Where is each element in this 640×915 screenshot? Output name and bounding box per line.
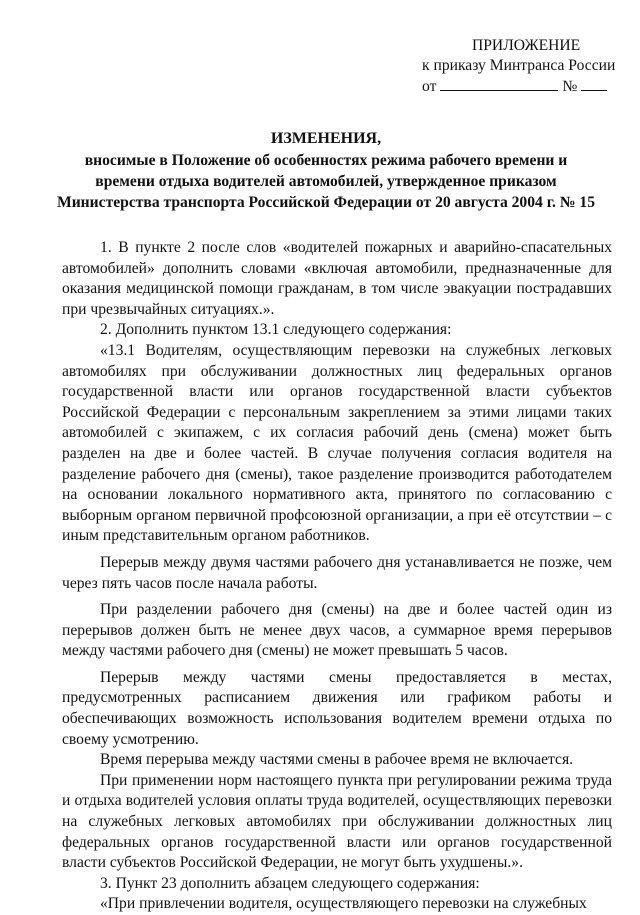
appendix-reference: к приказу Минтранса России xyxy=(422,57,616,74)
paragraph-9: 3. Пункт 23 дополнить абзацем следующего содержания: xyxy=(100,874,480,892)
document-heading xyxy=(56,128,596,213)
paragraph-7: Время перерыва между частями смены в рабочее время не включается. xyxy=(100,751,574,769)
paragraph-8: При применении норм настоящего пункта при регулировании режима труда и отдыха водителей условия оплаты труда водителей, осуществляющих перевозки на служебных легковых автомобилях при обслуживании должностных лиц федеральных органов государственной власти или органов государственной власти субъектов Российской Федерации, не могут быть ухудшены.». xyxy=(62,771,612,872)
paragraph-3: «13.1 Водителям, осуществляющим перевозки на служебных легковых автомобилях при обслуживании должностных лиц федеральных органов государственной власти или органов государственной власти субъектов Российской Федерации с персональным закреплением за этими лицами таких автомобилей с экипажем, с их согласия рабочий день (смена) может быть разделен на две и более частей. В случае получения согласия водителя на разделение рабочего дня (смены), такое разделение производится работодателем на основании локального нормативного акта, принятого по согласованию с выборным органом первичной профсоюзной организации, а при её отсутствии – с иным представительным органом работников. xyxy=(62,341,612,545)
heading-title: ИЗМЕНЕНИЯ, xyxy=(270,130,382,147)
heading-subtitle: вносимые в Положение об особенностях режима рабочего времени и времени отдыха водителей автомобилей, утвержденное приказом Министерства транспорта Российской Федерации от 20 августа 2004 г. № 15 xyxy=(56,152,596,211)
appendix-block xyxy=(412,36,622,97)
appendix-date-line xyxy=(412,76,622,97)
number-label: № xyxy=(562,78,578,95)
paragraph-1: 1. В пункте 2 после слов «водителей пожарных и аварийно-спасательных автомобилей» дополнить словами «включая автомобили, предназначенные для оказания медицинской помощи гражданам, в том числе эвакуации пострадавших при чрезвычайных ситуациях.». xyxy=(62,239,612,318)
paragraph-5: При разделении рабочего дня (смены) на две и более частей один из перерывов должен быть не менее двух часов, а суммарное время перерывов между частями рабочего дня (смены) не может превышать 5 часов. xyxy=(62,601,612,660)
date-blank xyxy=(440,76,558,91)
paragraph-6: Перерыв между частями смены предоставляется в местах, предусмотренных расписанием движения или графиком работы и обеспечивающих возможность использования водителем времени отдыха по своему усмотрению. xyxy=(62,668,612,748)
date-prefix: от xyxy=(422,78,437,95)
document-body xyxy=(62,238,612,915)
paragraph-10: «При привлечении водителя, осуществляющего перевозки на служебных xyxy=(100,895,587,913)
number-blank xyxy=(581,76,607,91)
paragraph-2: 2. Дополнить пунктом 13.1 следующего содержания: xyxy=(100,321,452,339)
appendix-title: ПРИЛОЖЕНИЕ xyxy=(472,37,581,54)
paragraph-4: Перерыв между двумя частями рабочего дня устанавливается не позже, чем через пять часов после начала работы. xyxy=(62,553,612,592)
